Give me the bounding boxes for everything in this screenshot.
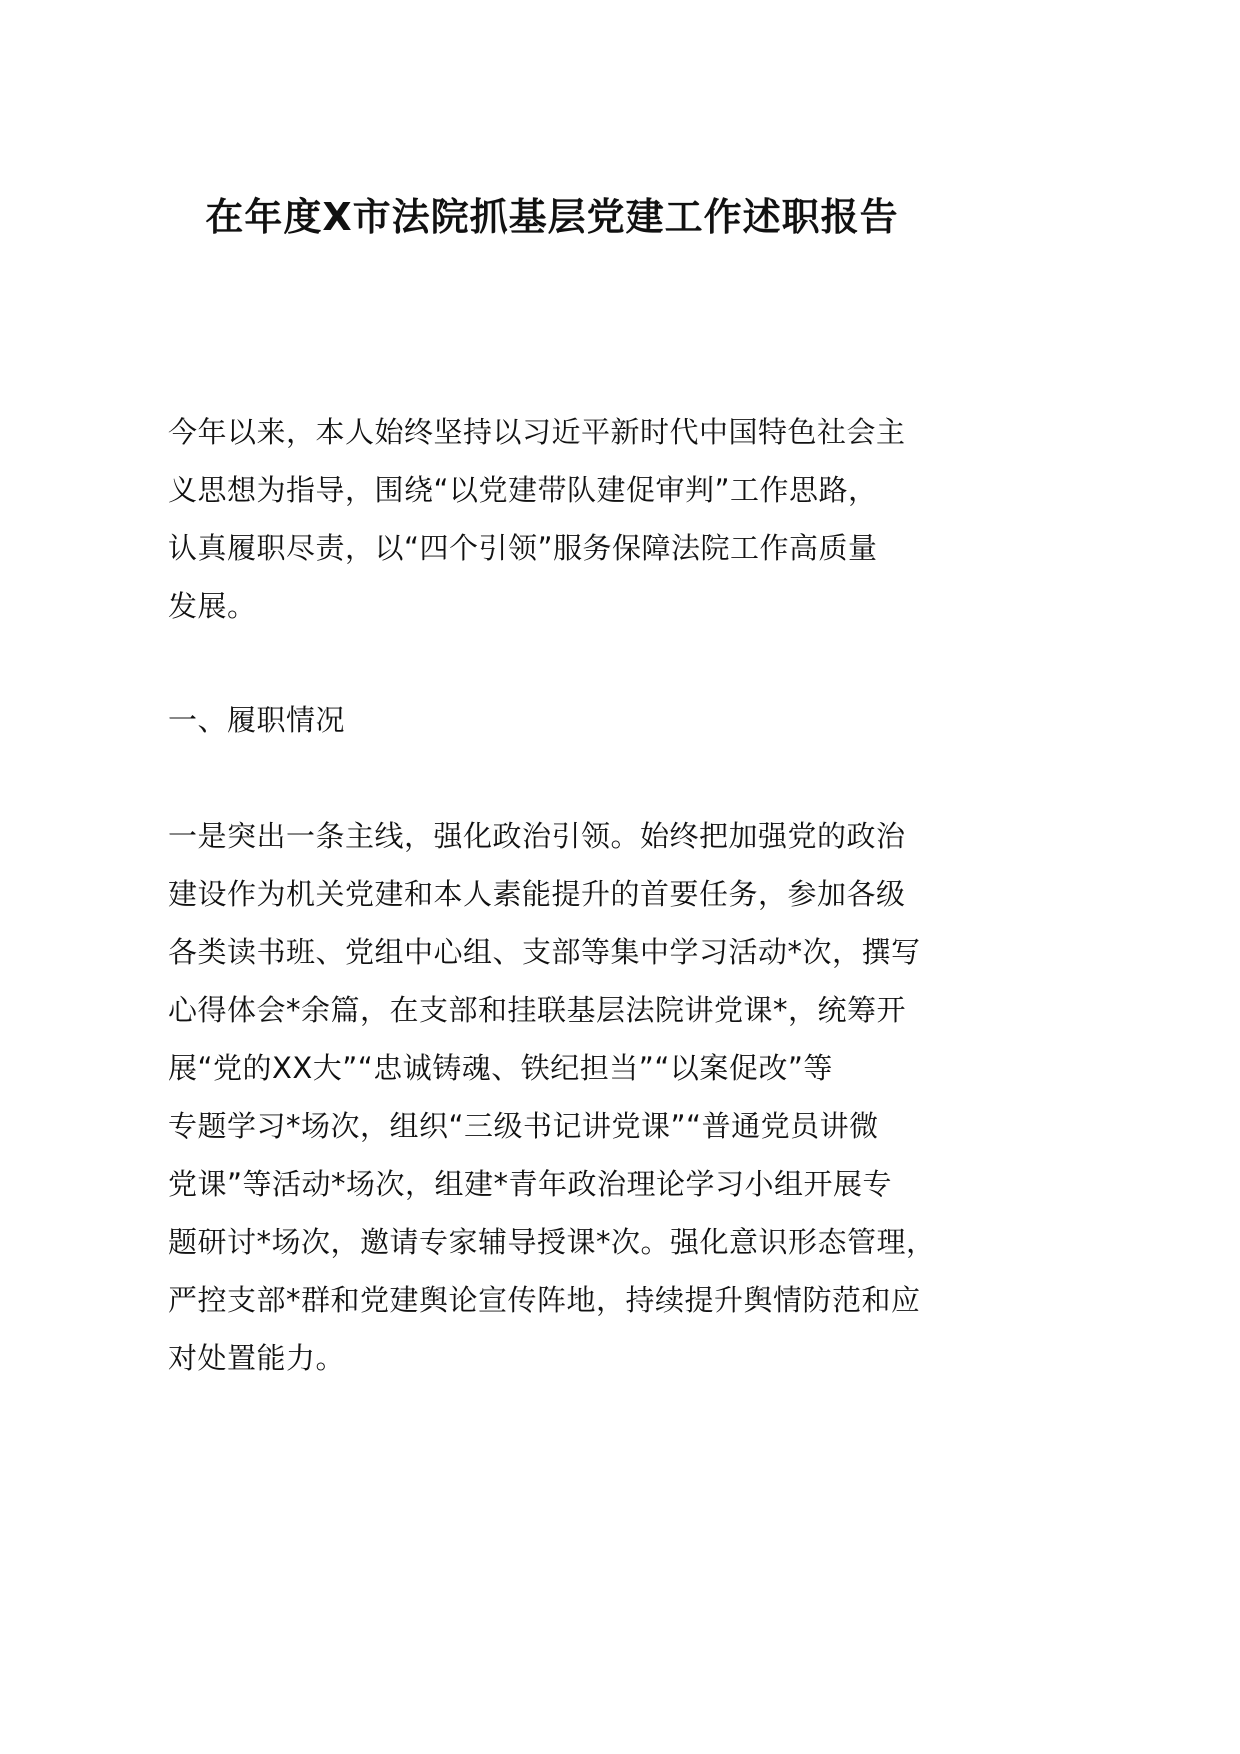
text-line: 展“党的XX大”“忠诚铸魂、铁纪担当”“以案促改”等 bbox=[168, 1051, 833, 1085]
text-line: 各类读书班、党组中心组、支部等集中学习活动*次，撰写 bbox=[168, 935, 921, 969]
text-line: 党课”等活动*场次，组建*青年政治理论学习小组开展专 bbox=[168, 1167, 893, 1201]
text-line: 题研讨*场次，邀请专家辅导授课*次。强化意识形态管理， bbox=[168, 1225, 936, 1259]
text-line: 严控支部*群和党建舆论宣传阵地，持续提升舆情防范和应 bbox=[168, 1283, 921, 1317]
text-line: 今年以来，本人始终坚持以习近平新时代中国特色社会主 bbox=[168, 415, 906, 449]
section-heading-block bbox=[168, 691, 345, 749]
section-heading: 一、履职情况 bbox=[168, 703, 346, 737]
text-line: 心得体会*余篇，在支部和挂联基层法院讲党课*，统筹开 bbox=[168, 993, 907, 1027]
paragraph-1 bbox=[168, 807, 936, 1387]
text-line: 认真履职尽责，以“四个引领”服务保障法院工作高质量 bbox=[168, 531, 878, 565]
text-line: 专题学习*场次，组织“三级书记讲党课”“普通党员讲微 bbox=[168, 1109, 879, 1143]
document-title: 在年度X市法院抓基层党建工作述职报告 bbox=[205, 195, 899, 239]
text-line: 义思想为指导，围绕“以党建带队建促审判”工作思路， bbox=[168, 473, 878, 507]
text-line: 建设作为机关党建和本人素能提升的首要任务，参加各级 bbox=[168, 877, 906, 911]
text-line: 一是突出一条主线，强化政治引领。始终把加强党的政治 bbox=[168, 819, 906, 853]
text-line: 对处置能力。 bbox=[168, 1341, 346, 1375]
intro-paragraph bbox=[168, 403, 906, 635]
text-line: 发展。 bbox=[168, 589, 257, 623]
